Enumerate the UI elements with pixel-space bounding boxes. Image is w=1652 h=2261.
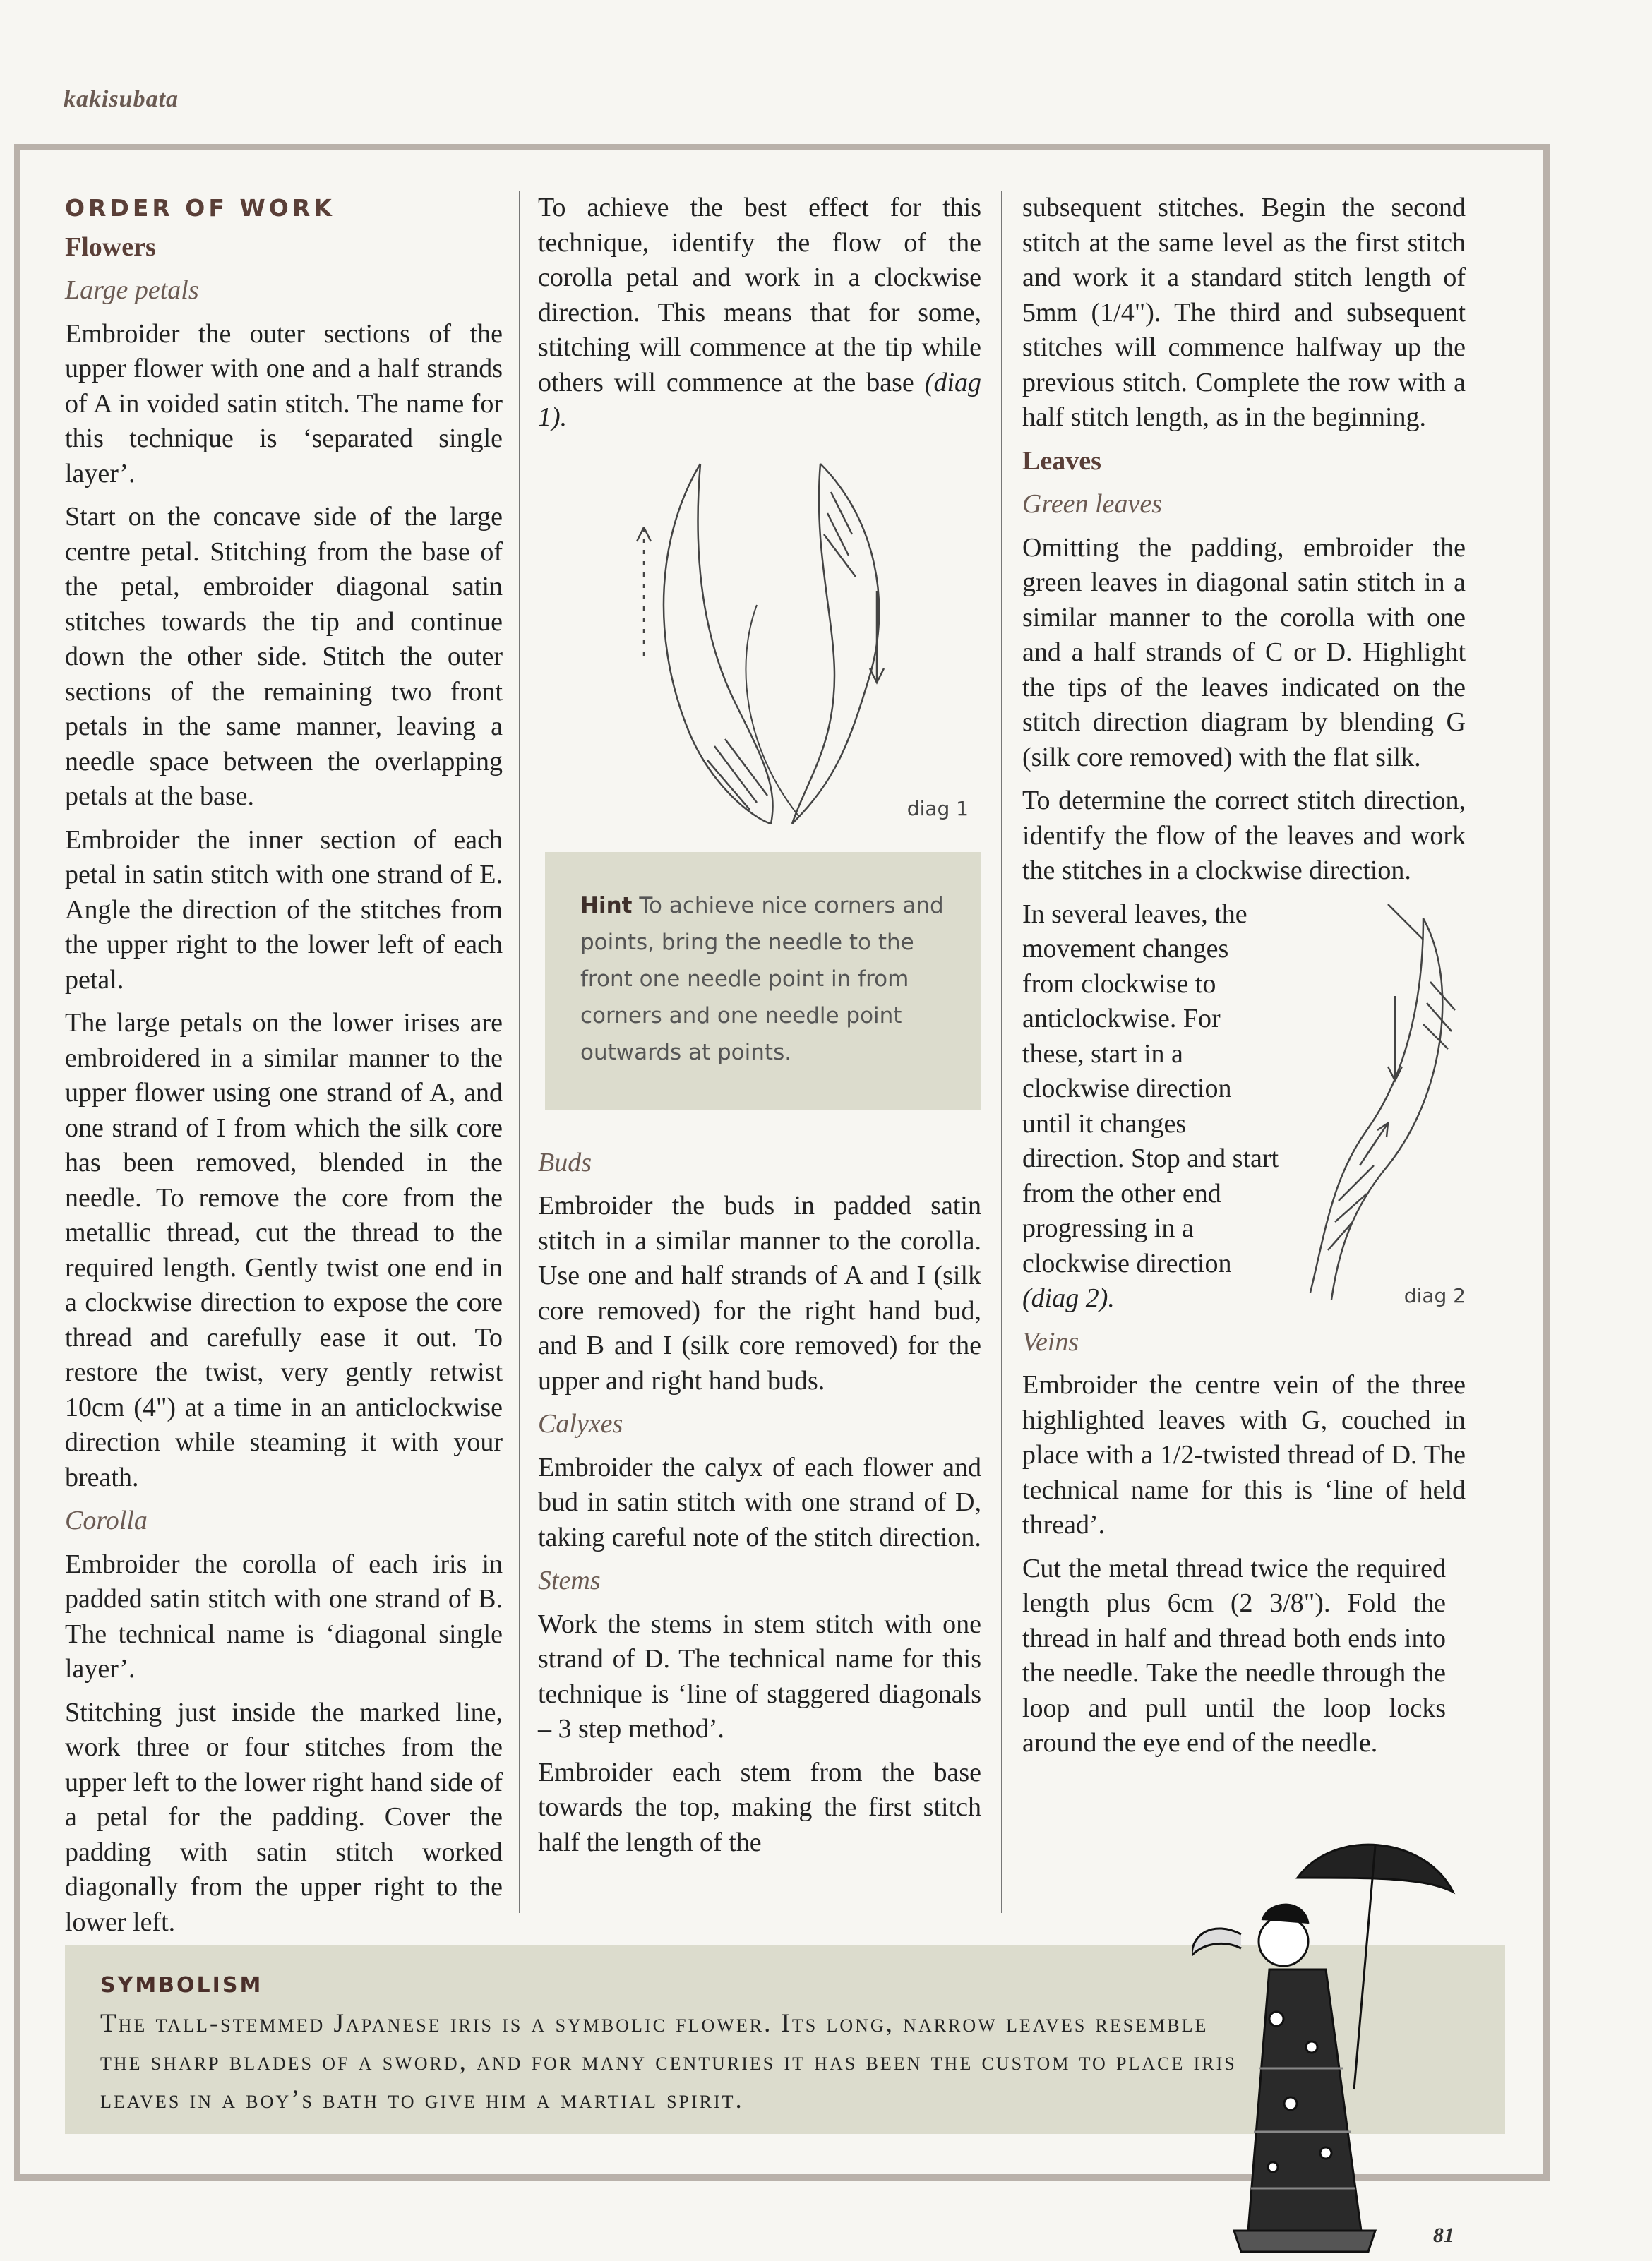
heading-leaves: Leaves	[1022, 445, 1101, 476]
petal-stitch-direction-diagram	[538, 450, 981, 831]
paragraph: Start on the concave side of the large centre petal. Stitching from the base of the petal, embroider diagonal satin stitches towards the tip and continue down the other side. Stitch the outer sections of the remaining two front petals in the same manner, leaving a needle space between the overlapping petals at the base.	[65, 502, 503, 811]
symbolism-text: The tall-stemmed Japanese iris is a symbolic flower. Its long, narrow leaves resemble the sharp blades of a sword, and for many centuries it has been the custom to place iris leaves in a boy’s bath to give him a martial spirit.	[100, 2009, 1237, 2114]
paragraph: Cut the metal thread twice the required length plus 6cm (2 3/8"). Fold the thread in half and thread both ends into the needle. Take the needle through the loop and pull until the loop locks around the eye end of the needle.	[1022, 1553, 1446, 1758]
hint-box	[545, 852, 981, 1110]
page-number: 81	[1433, 2224, 1454, 2247]
diagram-reference: (diag 2).	[1022, 1283, 1115, 1313]
symbolism-title: SYMBOLISM	[100, 1973, 263, 1998]
hint-label: Hint	[580, 892, 633, 918]
paragraph: Embroider the buds in padded satin stitch in a similar manner to the corolla. Use one and half strands of A and I (silk core removed) for the right hand bud, and B and I (silk core removed) for the upper and right hand buds.	[538, 1191, 981, 1396]
paragraph: To determine the correct stitch direction, identify the flow of the leaves and work the stitches in a clockwise direction.	[1022, 786, 1466, 885]
column-2	[538, 191, 981, 1869]
paragraph: In several leaves, the movement changes from clockwise to anticlockwise. For these, start in a clockwise direction until it changes direction. Stop and start from the other end progressing in a clockwise direction (diag 2).	[1022, 899, 1279, 1313]
diagram-2-block	[1022, 897, 1466, 1317]
diagram-reference: (diag 1).	[538, 367, 982, 432]
paragraph: To achieve the best effect for this technique, identify the flow of the corolla petal and work in a clockwise direction. This means that for some, stitching will commence at the tip while others will commence at the base (diag 1).	[538, 193, 982, 432]
column-1	[65, 191, 503, 1948]
diagram-1-label: diag 1	[906, 797, 969, 820]
section-title: ORDER OF WORK	[65, 194, 335, 222]
leaf-stitch-direction-diagram	[1282, 897, 1466, 1314]
paragraph: Stitching just inside the marked line, work three or four stitches from the upper left to the lower right hand side of a petal for the padding. Cover the padding with satin stitch worked diagonally from the upper right to the lower left.	[65, 1697, 503, 1937]
heading-stems: Stems	[538, 1566, 601, 1595]
heading-flowers: Flowers	[65, 232, 156, 262]
paragraph: Embroider the centre vein of the three highlighted leaves with G, couched in place with a 1/2-twisted thread of D. The technical name for this is ‘line of held thread’.	[1022, 1370, 1466, 1540]
paragraph: The large petals on the lower irises are embroidered in a similar manner to the upper flower using one strand of A, and one strand of I from which the silk core has been removed, blended in the needle. To remove the core from the metallic thread, cut the thread to the required length. Gently twist one end in a clockwise direction to expose the core thread and carefully ease it out. To restore the twist, very gently retwist 10cm (4") at a time in an anticlockwise direction while steaming it with your breath.	[65, 1008, 503, 1492]
paragraph: Embroider the inner section of each petal in satin stitch with one strand of E. Angle the direction of the stitches from the upper right to the lower left of each petal.	[65, 824, 503, 995]
hint-text: To achieve nice corners and points, bring the needle to the front one needle point in from corners and one needle point outwards at points.	[580, 892, 944, 1065]
geisha-illustration	[1192, 1835, 1460, 2259]
paragraph: Embroider the calyx of each flower and bud in satin stitch with one strand of D, taking careful note of the stitch direction.	[538, 1452, 981, 1552]
diagram-1	[538, 450, 981, 831]
paragraph: Embroider the outer sections of the upper flower with one and a half strands of A in voided satin stitch. The name for this technique is ‘separated single layer’.	[65, 318, 503, 488]
diagram-2-label: diag 2	[1403, 1284, 1466, 1307]
diagram-2	[1282, 897, 1466, 1314]
heading-calyxes: Calyxes	[538, 1409, 623, 1439]
heading-large-petals: Large petals	[65, 275, 199, 305]
paragraph: Work the stems in stem stitch with one strand of D. The technical name for this technique is ‘line of staggered diagonals – 3 step method’.	[538, 1609, 981, 1744]
column-divider-2	[1001, 191, 1002, 1913]
heading-green-leaves: Green leaves	[1022, 489, 1162, 519]
paragraph: Embroider the corolla of each iris in padded satin stitch with one strand of B. The technical name is ‘diagonal single layer’.	[65, 1549, 503, 1684]
running-head: kakisubata	[64, 86, 179, 112]
column-divider-1	[519, 191, 520, 1913]
heading-corolla: Corolla	[65, 1506, 148, 1535]
heading-veins: Veins	[1022, 1326, 1079, 1357]
paragraph: Embroider each stem from the base towards the top, making the first stitch half the length of the	[538, 1757, 981, 1857]
paragraph: subsequent stitches. Begin the second stitch at the same level as the first stitch and work it a standard stitch length of 5mm (1/4"). The third and subsequent stitches will commence halfway up the previous stitch. Complete the row with a half stitch length, as in the beginning.	[1022, 193, 1466, 432]
paragraph: Omitting the padding, embroider the green leaves in diagonal satin stitch in a similar manner to the corolla with one and a half strands of C or D. Highlight the tips of the leaves indicated on the stitch direction diagram by blending G (silk core removed) with the flat silk.	[1022, 532, 1466, 772]
column-3	[1022, 191, 1466, 1770]
heading-buds: Buds	[538, 1147, 592, 1177]
